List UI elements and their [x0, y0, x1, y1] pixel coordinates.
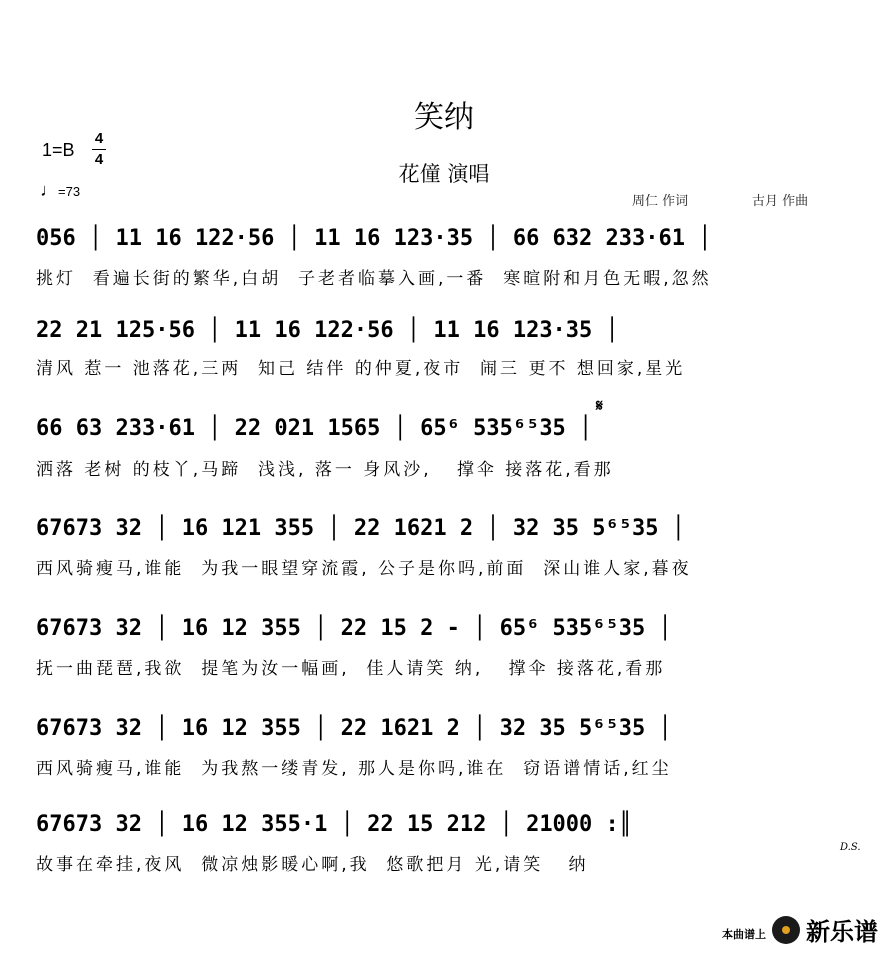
staff-lyrics: 清风 惹一 池落花,三两 知己 结伴 的仲夏,夜市 闹三 更不 想回家,星光 — [36, 359, 686, 379]
staff-notes: 67673 32 │ 16 121 355 │ 22 1621 2 │ 32 35 5⁶⁵35 │ — [36, 516, 686, 541]
staff-notes: 67673 32 │ 16 12 355·1 │ 22 15 212 │ 21000 :║ — [36, 812, 633, 837]
tempo-value: =73 — [58, 184, 81, 199]
song-title: 笑纳 — [414, 100, 474, 135]
staff-notes: 67673 32 │ 16 12 355 │ 22 15 2 - │ 65⁶ 535⁶⁵35 │ — [36, 616, 672, 641]
staff-lyrics: 抚一曲琵琶,我欲 提笔为汝一幅画, 佳人请笑 纳, 撑伞 接落花,看那 — [36, 659, 666, 679]
staff-notes: 66 63 233·61 │ 22 021 1565 │ 65⁶ 535⁶⁵35 │ — [36, 416, 593, 441]
staff-notes: 22 21 125·56 │ 11 16 122·56 │ 11 16 123·35 │ — [36, 318, 619, 343]
footer-caption: 本曲谱上 — [722, 927, 766, 941]
staff-lyrics: 西风骑瘦马,谁能 为我熬一缕青发, 那人是你吗,谁在 窃语谱情话,红尘 — [36, 759, 672, 779]
staff-notes: 67673 32 │ 16 12 355 │ 22 1621 2 │ 32 35 5⁶⁵35 │ — [36, 716, 672, 741]
dal-segno-mark: D.S. — [840, 842, 861, 853]
record-disc-icon — [772, 916, 800, 944]
staff-notes: 056 │ 11 16 122·56 │ 11 16 123·35 │ 66 632 233·61 │ — [36, 226, 712, 251]
brand-logo-text: 新乐谱 — [806, 918, 878, 946]
composer-credit: 古月 作曲 — [752, 194, 809, 209]
key-signature: 1=B — [42, 140, 75, 160]
time-signature-top: 4 — [94, 130, 104, 147]
staff-lyrics: 挑灯 看遍长街的繁华,白胡 子老者临摹入画,一番 寒暄附和月色无暇,忽然 — [36, 269, 712, 289]
staff-lyrics: 西风骑瘦马,谁能 为我一眼望穿流霞, 公子是你吗,前面 深山谁人家,暮夜 — [36, 559, 692, 579]
singer-credit: 花僮 演唱 — [398, 162, 490, 186]
time-signature-bar — [92, 149, 106, 150]
time-signature-bottom: 4 — [94, 151, 104, 168]
staff-lyrics: 洒落 老树 的枝丫,马蹄 浅浅, 落一 身风沙, 撑伞 接落花,看那 — [36, 460, 614, 480]
footer-brand — [722, 912, 878, 947]
staff-lyrics: 故事在牵挂,夜风 微凉烛影暖心啊,我 悠歌把月 光,请笑 纳 — [36, 855, 589, 875]
quarter-note-icon: ♩ — [40, 180, 58, 200]
lyricist-credit: 周仁 作词 — [632, 194, 689, 209]
tempo-marking — [40, 180, 80, 201]
segno-sign: 𝄋 — [596, 396, 603, 415]
